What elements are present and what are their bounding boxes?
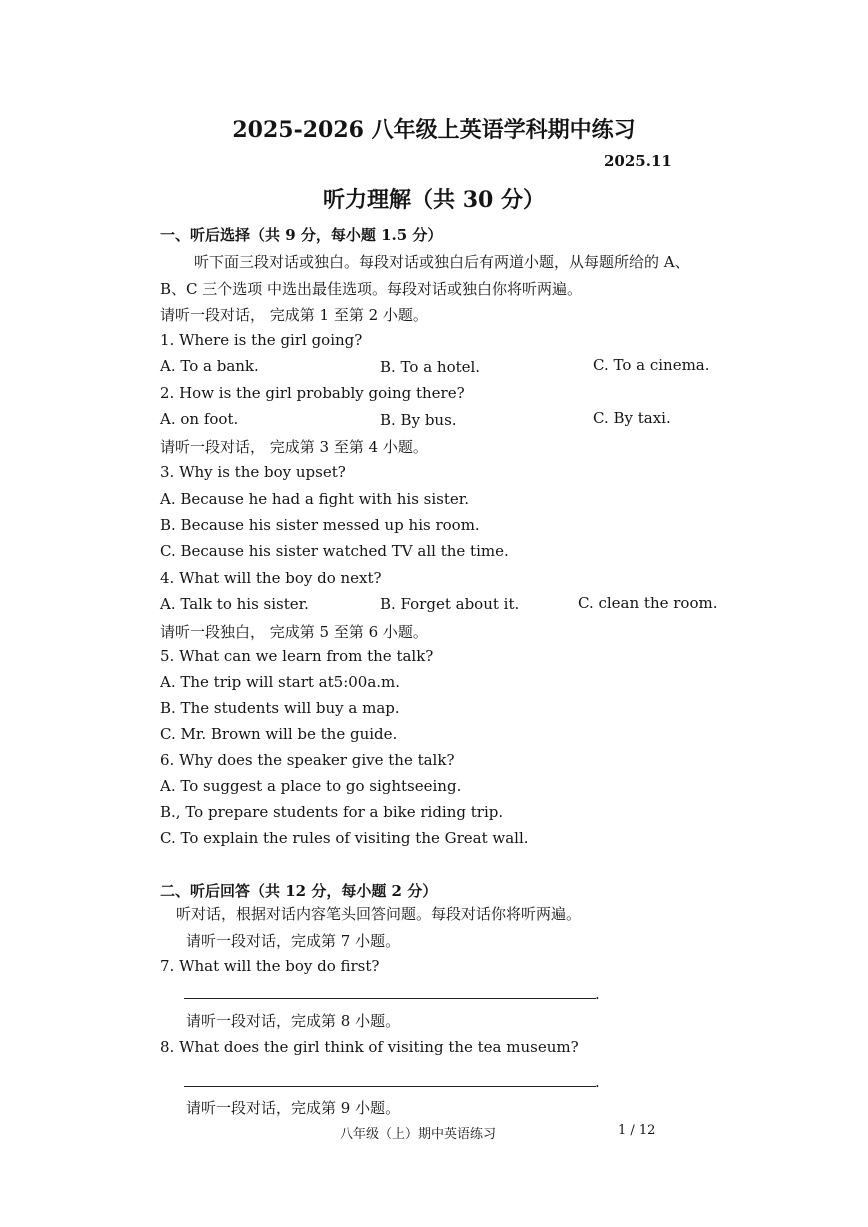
question-4: 4. What will the boy do next? [160, 569, 382, 587]
dialog-intro-2: 请听一段对话， 完成第 3 至第 4 小题。 [160, 438, 428, 456]
part2-heading: 二、听后回答（共 12 分，每小题 2 分） [160, 882, 438, 900]
exam-title: 2025-2026 八年级上英语学科期中练习 [232, 117, 636, 143]
q3-option-b: B. Because his sister messed up his room. [160, 516, 480, 534]
answer-line-8[interactable] [184, 1086, 596, 1087]
part1-instruction-line2: B、C 三个选项 中选出最佳选项。每段对话或独白你将听两遍。 [160, 280, 583, 298]
answer-line-8-period: . [595, 1073, 600, 1091]
answer-line-7[interactable] [184, 998, 596, 999]
q2-option-c: C. By taxi. [593, 409, 671, 427]
question-2: 2. How is the girl probably going there? [160, 384, 465, 402]
question-8: 8. What does the girl think of visiting the tea museum? [160, 1038, 579, 1056]
section-title: 听力理解（共 30 分） [323, 187, 545, 213]
q4-option-c: C. clean the room. [578, 594, 718, 612]
footer-title: 八年级（上）期中英语练习 [340, 1127, 497, 1142]
q3-option-c: C. Because his sister watched TV all the time. [160, 542, 509, 560]
dialog-intro-9: 请听一段对话，完成第 9 小题。 [186, 1099, 401, 1117]
page-number: 1 / 12 [618, 1123, 656, 1138]
part1-instruction-line1: 听下面三段对话或独白。每段对话或独白后有两道小题，从每题所给的 A、 [194, 253, 690, 271]
q1-option-c: C. To a cinema. [593, 356, 710, 374]
monologue-intro: 请听一段独白， 完成第 5 至第 6 小题。 [160, 623, 428, 641]
question-1: 1. Where is the girl going? [160, 331, 363, 349]
dialog-intro-8: 请听一段对话，完成第 8 小题。 [186, 1012, 401, 1030]
q1-option-a: A. To a bank. [160, 357, 259, 375]
q6-option-c: C. To explain the rules of visiting the Great wall. [160, 829, 529, 847]
part1-heading: 一、听后选择（共 9 分，每小题 1.5 分） [160, 226, 443, 244]
question-5: 5. What can we learn from the talk? [160, 647, 434, 665]
question-7: 7. What will the boy do first? [160, 957, 380, 975]
q5-option-a: A. The trip will start at5:00a.m. [160, 673, 401, 691]
dialog-intro-7: 请听一段对话，完成第 7 小题。 [186, 932, 401, 950]
exam-date: 2025.11 [604, 152, 672, 170]
q5-option-c: C. Mr. Brown will be the guide. [160, 725, 398, 743]
q4-option-a: A. Talk to his sister. [160, 595, 309, 613]
q4-option-b: B. Forget about it. [380, 595, 520, 613]
dialog-intro-1: 请听一段对话， 完成第 1 至第 2 小题。 [160, 306, 428, 324]
part2-instruction: 听对话，根据对话内容笔头回答问题。每段对话你将听两遍。 [176, 905, 582, 923]
question-6: 6. Why does the speaker give the talk? [160, 751, 455, 769]
question-3: 3. Why is the boy upset? [160, 463, 346, 481]
q6-option-a: A. To suggest a place to go sightseeing. [160, 777, 462, 795]
q2-option-a: A. on foot. [160, 410, 239, 428]
q2-option-b: B. By bus. [380, 411, 457, 429]
answer-line-7-period: . [595, 985, 600, 1003]
q6-option-b: B., To prepare students for a bike riding trip. [160, 803, 504, 821]
q5-option-b: B. The students will buy a map. [160, 699, 400, 717]
q3-option-a: A. Because he had a fight with his sister. [160, 490, 470, 508]
q1-option-b: B. To a hotel. [380, 358, 481, 376]
